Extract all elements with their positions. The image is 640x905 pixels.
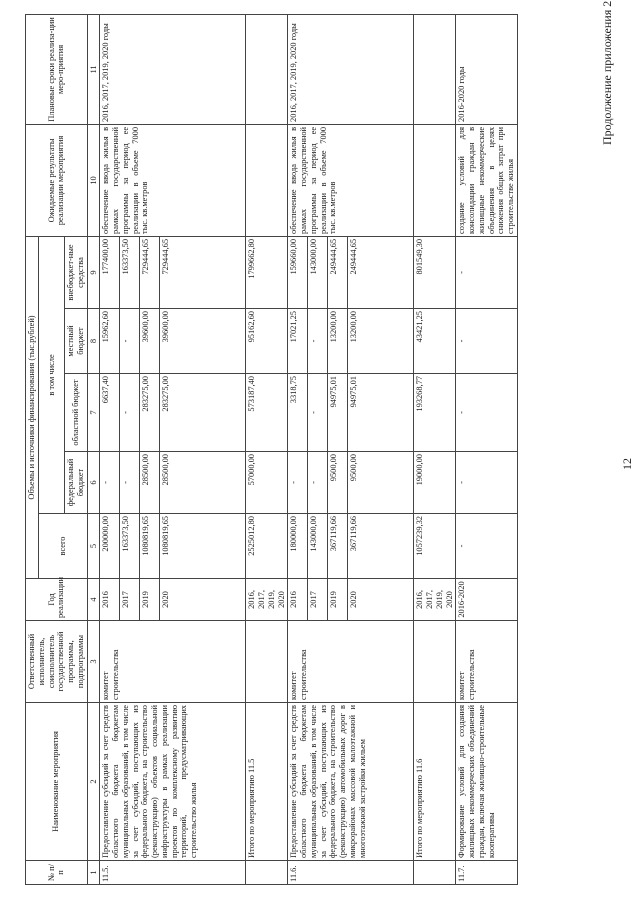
col-number: 2 xyxy=(87,703,100,861)
total-row xyxy=(246,14,288,884)
planned-terms: 2016, 2017, 2019, 2020 годы xyxy=(100,14,246,124)
regional-cell: 283275,00 xyxy=(140,374,160,452)
extra-cell: - xyxy=(456,236,518,308)
table-row xyxy=(100,14,120,884)
federal-cell: 19000,00 xyxy=(414,452,456,514)
total-label: Итого по мероприятию 11.6 xyxy=(414,703,456,861)
col-number: 6 xyxy=(87,452,100,514)
year-cell: 2016 xyxy=(100,579,120,621)
col-number: 3 xyxy=(87,621,100,703)
local-cell: 39600,00 xyxy=(160,309,246,374)
local-cell: 39600,00 xyxy=(140,309,160,374)
federal-cell: - xyxy=(308,452,328,514)
header-including: в том числе xyxy=(38,236,64,513)
col-number: 5 xyxy=(87,514,100,579)
column-numbers-row xyxy=(87,14,100,884)
col-number: 8 xyxy=(87,309,100,374)
year-cell: 2020 xyxy=(160,579,246,621)
regional-cell: - xyxy=(456,374,518,452)
federal-cell: - xyxy=(288,452,308,514)
year-cell: 2017 xyxy=(120,579,140,621)
measure-number: 11.5. xyxy=(100,861,246,885)
planned-terms: 2016-2020 годы xyxy=(456,14,518,124)
total-cell: 1080819,65 xyxy=(140,514,160,579)
total-cell: - xyxy=(456,514,518,579)
extra-cell: 729444,65 xyxy=(140,236,160,308)
federal-cell: - xyxy=(456,452,518,514)
local-cell: - xyxy=(120,309,140,374)
federal-cell: - xyxy=(100,452,120,514)
total-cell: 2525012,80 xyxy=(246,514,288,579)
extra-cell: 163373,50 xyxy=(120,236,140,308)
year-cell: 2019 xyxy=(328,579,348,621)
measure-number: 11.7. xyxy=(456,861,518,885)
measure-name: Предоставление субсидий за счет средств областного бюджета бюджетам муниципальных образований, в том числе за счет субсидий, поступающих из федерального бюджета, на строительство (реконструкцию) автомобильных дорог в микрорайонах массовой малоэтажной и многоэтажной застройки жильем xyxy=(288,703,414,861)
total-cell: 367119,66 xyxy=(348,514,414,579)
total-cell: 200000,00 xyxy=(100,514,120,579)
expected-result: обеспечение ввода жилья в рамках государственной программы за период ее реализации в объеме 7000 тыс. кв.метров xyxy=(100,124,246,236)
measure-executor: комитет строительства xyxy=(288,621,414,703)
header-name: Наименование мероприятия xyxy=(26,703,88,861)
local-cell: 13200,00 xyxy=(348,309,414,374)
local-cell: 13200,00 xyxy=(328,309,348,374)
planned-terms: 2016, 2017, 2019, 2020 годы xyxy=(288,14,414,124)
col-number: 11 xyxy=(87,14,100,124)
federal-cell: 9500,00 xyxy=(328,452,348,514)
local-cell: 43421,25 xyxy=(414,309,456,374)
regional-cell: 94975,01 xyxy=(348,374,414,452)
regional-cell: - xyxy=(120,374,140,452)
total-cell: 143000,00 xyxy=(308,514,328,579)
regional-cell: 573187,40 xyxy=(246,374,288,452)
col-number: 7 xyxy=(87,374,100,452)
total-cell: 180000,00 xyxy=(288,514,308,579)
extra-cell: 249444,65 xyxy=(348,236,414,308)
federal-cell: 9500,00 xyxy=(348,452,414,514)
header-num: № п/п xyxy=(26,861,88,885)
extra-cell: 729444,65 xyxy=(160,236,246,308)
table-row xyxy=(288,14,308,884)
regional-cell: 193268,77 xyxy=(414,374,456,452)
total-cell: 163373,50 xyxy=(120,514,140,579)
extra-cell: 143000,00 xyxy=(308,236,328,308)
measure-name: Предоставление субсидий за счет средств областного бюджета бюджетам муниципальных образований, в том числе за счет субсидий, поступающих из федерального бюджета, на строительство (реконструкцию) объектов социальной инфраструктуры в рамках реализации проектов по комплексному развитию территорий, предусматривающих строительство жилья xyxy=(100,703,246,861)
federal-cell: 57000,00 xyxy=(246,452,288,514)
extra-cell: 177400,00 xyxy=(100,236,120,308)
header-regional: областной бюджет xyxy=(65,374,88,452)
extra-cell: 1799662,80 xyxy=(246,236,288,308)
header-federal: федеральный бюджет xyxy=(65,452,88,514)
header-local: местный бюджет xyxy=(65,309,88,374)
year-cell: 2017 xyxy=(308,579,328,621)
local-cell: 17021,25 xyxy=(288,309,308,374)
header-extra: внебюджет-ные средства xyxy=(65,236,88,308)
col-number: 10 xyxy=(87,124,100,236)
federal-cell: - xyxy=(120,452,140,514)
expected-result: обеспечение ввода жилья в рамках государственной программы за период ее реализации в объеме 7000 тыс. кв.метров xyxy=(288,124,414,236)
extra-cell: 249444,65 xyxy=(328,236,348,308)
measure-executor: комитет строительства xyxy=(100,621,246,703)
header-executor: Ответственный исполнитель, соисполнитель государственной программы, подпрограммы xyxy=(26,621,88,703)
expected-result: создание условий для консолидации граждан в жилищные некоммерческие объединения в целях снижения общих затрат при строительстве жилья xyxy=(456,124,518,236)
measure-number: 11.6. xyxy=(288,861,414,885)
federal-cell: 28500,00 xyxy=(140,452,160,514)
page-number: 12 xyxy=(620,458,634,470)
local-cell: 95162,60 xyxy=(246,309,288,374)
measure-name: Формирование условий для создания жилищных некоммерческих объединений граждан, включая жилищно-строительные кооперативы xyxy=(456,703,518,861)
regional-cell: 6637,40 xyxy=(100,374,120,452)
header-terms: Плановые сроки реализа-ции меро-приятия xyxy=(26,14,88,124)
col-number: 9 xyxy=(87,236,100,308)
regional-cell: 94975,01 xyxy=(328,374,348,452)
regional-cell: 283275,00 xyxy=(160,374,246,452)
extra-cell: 801549,30 xyxy=(414,236,456,308)
year-cell: 2020 xyxy=(348,579,414,621)
extra-cell: 159660,00 xyxy=(288,236,308,308)
table-row xyxy=(456,14,518,884)
total-cell: 1080819,65 xyxy=(160,514,246,579)
appendix-title: Продолжение приложения 2 xyxy=(600,0,614,145)
total-years: 2016, 2017, 2019, 2020 xyxy=(246,579,288,621)
header-expected: Ожидаемые результаты реализации мероприятия xyxy=(26,124,88,236)
header-year: Год реализации xyxy=(26,579,88,621)
total-cell: 1057239,32 xyxy=(414,514,456,579)
local-cell: 15962,60 xyxy=(100,309,120,374)
total-years: 2016, 2017, 2019, 2020 xyxy=(414,579,456,621)
measure-executor: комитет строительства xyxy=(456,621,518,703)
regional-cell: - xyxy=(308,374,328,452)
program-table xyxy=(25,14,518,885)
local-cell: - xyxy=(456,309,518,374)
total-row xyxy=(414,14,456,884)
year-cell: 2016 xyxy=(288,579,308,621)
year-cell: 2019 xyxy=(140,579,160,621)
year-cell: 2016-2020 xyxy=(456,579,518,621)
col-number: 1 xyxy=(87,861,100,885)
regional-cell: 3318,75 xyxy=(288,374,308,452)
header-funding: Объемы и источники финансирования (тыс.рублей) xyxy=(26,236,39,578)
total-cell: 367119,66 xyxy=(328,514,348,579)
local-cell: - xyxy=(308,309,328,374)
federal-cell: 28500,00 xyxy=(160,452,246,514)
total-label: Итого по мероприятию 11.5 xyxy=(246,703,288,861)
col-number: 4 xyxy=(87,579,100,621)
header-total: всего xyxy=(38,514,87,579)
